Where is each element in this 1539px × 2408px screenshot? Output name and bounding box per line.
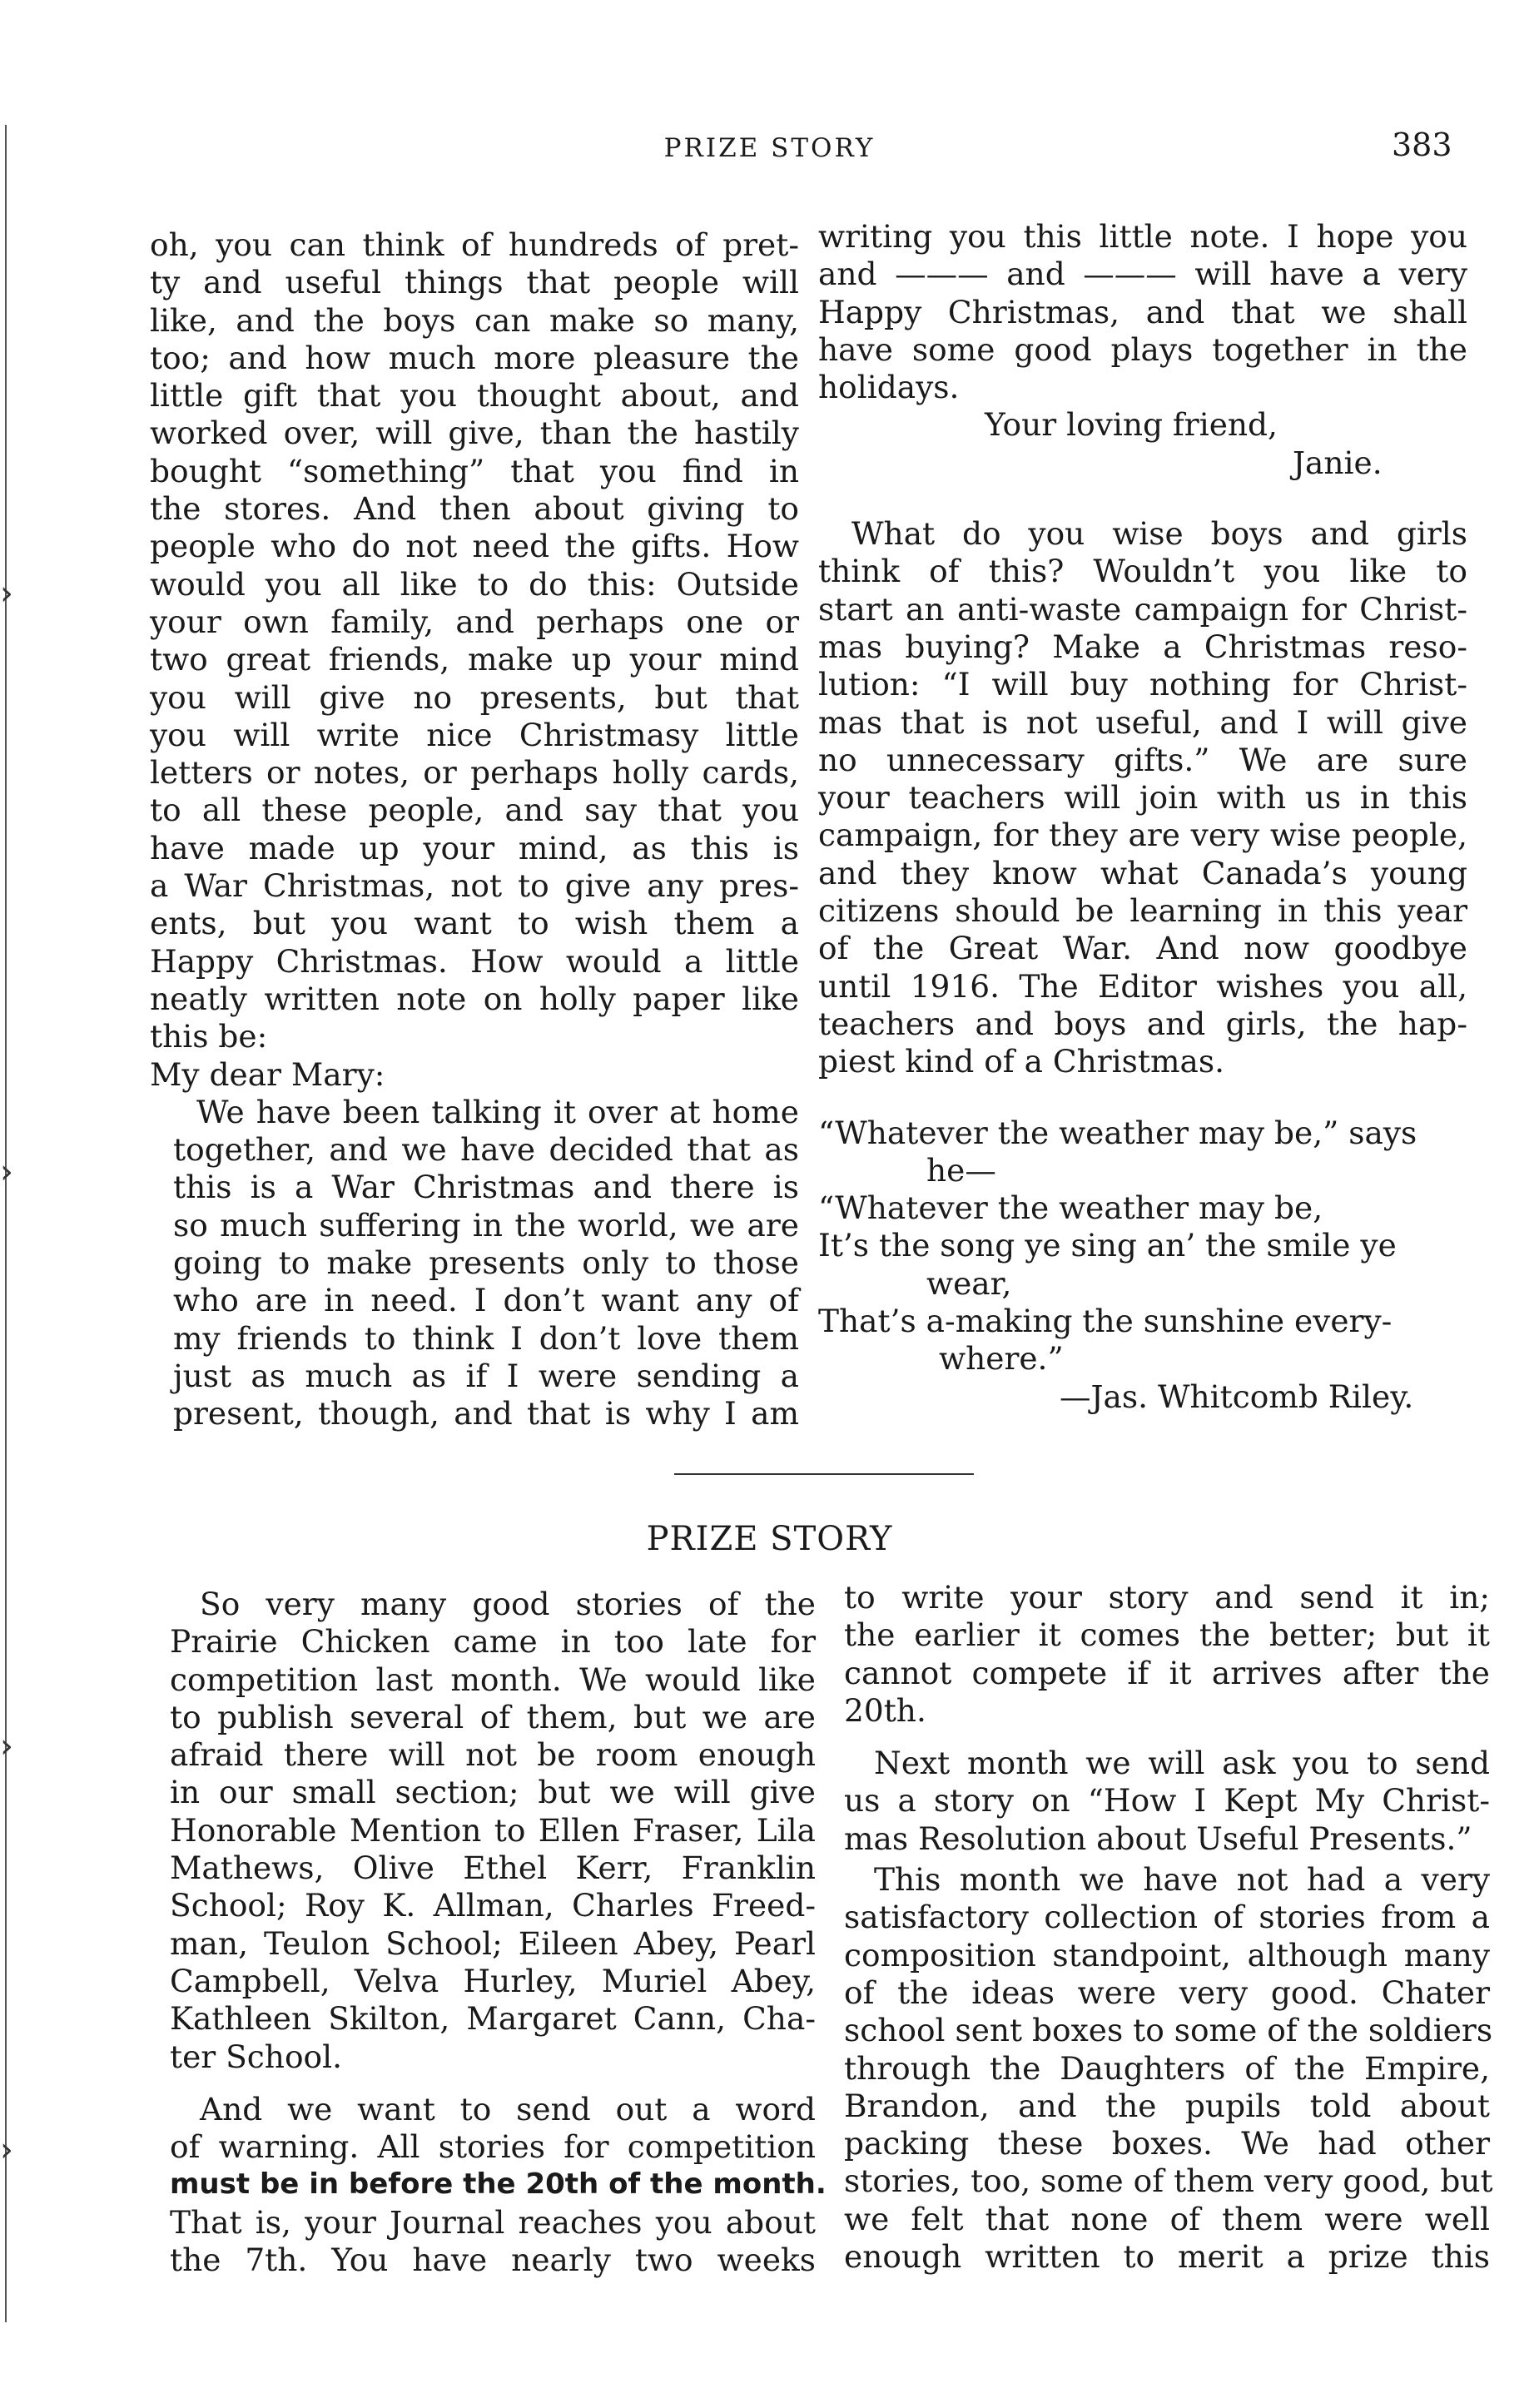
text-line: Campbell, Velva Hurley, Muriel Abey, <box>170 1962 816 1999</box>
binding-mark: › <box>0 574 13 613</box>
text-line: of the ideas were very good. Chater <box>844 1974 1490 2011</box>
text-line: my friends to think I don’t love them <box>173 1319 799 1357</box>
text-line: packing these boxes. We had other <box>844 2125 1490 2162</box>
text-line: think of this? Wouldn’t you like to <box>818 553 1467 590</box>
section-divider <box>674 1473 974 1475</box>
warning-paragraph <box>170 2090 827 2279</box>
text-line: just as much as if I were sending a <box>173 1357 799 1394</box>
text-line: bought “something” that you find in <box>150 452 799 489</box>
text-line: to all these people, and say that you <box>150 792 799 829</box>
text-line: oh, you can think of hundreds of pret- <box>150 226 799 263</box>
text-line: writing you this little note. I hope you <box>818 218 1467 255</box>
text-line: have some good plays together in the <box>818 330 1467 368</box>
text-line: Next month we will ask you to send <box>874 1745 1490 1782</box>
text-line: Kathleen Skilton, Margaret Cann, Cha- <box>170 2000 816 2038</box>
text-line: That is, your Journal reaches you about <box>170 2203 816 2241</box>
deadline-paragraph <box>844 1579 1490 1730</box>
text-line: campaign, for they are very wise people, <box>818 817 1467 854</box>
text-line: Happy Christmas, and that we shall <box>818 293 1467 330</box>
text-line: a War Christmas, not to give any pres- <box>150 867 799 905</box>
text-line: of warning. All stories for competition <box>170 2128 816 2166</box>
text-line: so much suffering in the world, we are <box>173 1206 799 1244</box>
text-line: in our small section; but we will give <box>170 1774 816 1811</box>
text-line: And we want to send out a word <box>200 2090 816 2127</box>
running-head: PRIZE STORY <box>663 133 876 163</box>
text-line: We have been talking it over at home <box>196 1093 799 1130</box>
text-line: Happy Christmas. How would a little <box>150 942 799 980</box>
text-line: to write your story and send it in; <box>844 1579 1490 1616</box>
text-line: teachers and boys and girls, the hap- <box>818 1005 1467 1042</box>
text-line: through the Daughters of the Empire, <box>844 2049 1490 2087</box>
text-line: satisfactory collection of stories from a <box>844 1899 1490 1936</box>
text-line: until 1916. The Editor wishes you all, <box>818 967 1467 1005</box>
text-line: people who do not need the gifts. How <box>150 528 799 565</box>
text-line: citizens should be learning in this year <box>818 892 1467 930</box>
text-line: this is a War Christmas and there is <box>173 1169 799 1206</box>
text-line: would you all like to do this: Outside <box>150 565 799 603</box>
text-line: start an anti-waste campaign for Christ- <box>818 590 1467 628</box>
prize-story-right-column <box>844 1579 1493 2276</box>
text-line: mas Resolution about Useful Presents.” <box>844 1820 1472 1857</box>
text-line: little gift that you thought about, and <box>150 377 799 415</box>
text-line: the earlier it comes the better; but it <box>844 1616 1490 1654</box>
letter-closing: Your loving friend, <box>985 406 1278 444</box>
text-line: this be: <box>150 1018 268 1055</box>
honorable-mention-paragraph <box>170 1586 816 2076</box>
text-line: lution: “I will buy nothing for Christ- <box>818 666 1467 703</box>
text-line: we felt that none of them were well <box>844 2200 1490 2237</box>
page-number: 383 <box>1392 127 1452 163</box>
text-line: you will write nice Christmasy little <box>150 716 799 753</box>
text-line: piest kind of a Christmas. <box>818 1043 1225 1080</box>
text-line: composition standpoint, although many <box>844 1936 1490 1974</box>
left-column <box>150 226 799 1433</box>
text-line: two great friends, make up your mind <box>150 641 799 678</box>
text-line: and they know what Canada’s young <box>818 854 1467 891</box>
letter-continuation <box>818 218 1467 406</box>
text-line: ty and useful things that people will <box>150 264 799 301</box>
text-line: So very many good stories of the <box>200 1586 816 1622</box>
text-line: of the Great War. And now goodbye <box>818 930 1467 967</box>
poem-attribution: —Jas. Whitcomb Riley. <box>1060 1378 1414 1415</box>
continued-paragraph <box>150 226 799 1056</box>
text-line: the 7th. You have nearly two weeks <box>170 2242 816 2279</box>
text-line: mas buying? Make a Christmas reso- <box>818 628 1467 665</box>
text-line: who are in need. I don’t want any of <box>173 1282 799 1319</box>
text-line: you will give no presents, but that <box>150 678 799 716</box>
binding-mark: › <box>0 1153 13 1191</box>
poem-quote <box>818 1115 1467 1416</box>
text-line: letters or notes, or perhaps holly cards, <box>150 754 799 792</box>
section-title: PRIZE STORY <box>646 1520 893 1558</box>
text-line: to publish several of them, but we are <box>170 1698 816 1735</box>
editor-paragraph <box>818 515 1467 1080</box>
poem-line: That’s a-making the sunshine every- <box>818 1303 1393 1340</box>
text-line: 20th. <box>844 1691 926 1729</box>
text-line: and ——— and ——— will have a very <box>818 256 1467 293</box>
text-line: school sent boxes to some of the soldiers <box>844 2012 1493 2049</box>
text-line: Honorable Mention to Ellen Fraser, Lila <box>170 1811 816 1849</box>
text-line: Mathews, Olive Ethel Kerr, Franklin <box>170 1849 816 1887</box>
text-line: the stores. And then about giving to <box>150 490 799 528</box>
text-line: Prairie Chicken came in too late for <box>170 1623 816 1661</box>
text-line: together, and we have decided that as <box>173 1131 799 1169</box>
text-line: competition last month. We would like <box>170 1661 816 1698</box>
text-line: ter School. <box>170 2038 343 2075</box>
text-line: mas that is not useful, and I will give <box>818 703 1467 741</box>
text-line: no unnecessary gifts.” We are sure <box>818 741 1467 778</box>
text-line: going to make presents only to those <box>173 1244 799 1282</box>
text-line: worked over, will give, than the hastily <box>150 415 799 452</box>
text-line: like, and the boys can make so many, <box>150 301 799 339</box>
text-line: us a story on “How I Kept My Christ- <box>844 1782 1490 1820</box>
letter-body <box>150 1094 799 1433</box>
poem-line: “Whatever the weather may be,” says <box>818 1114 1417 1151</box>
text-line: afraid there will not be room enough <box>170 1736 816 1774</box>
text-line: your teachers will join with us in this <box>818 779 1467 817</box>
text-line: present, though, and that is why I am <box>173 1395 799 1432</box>
text-line: your own family, and perhaps one or <box>150 603 799 640</box>
text-line: Brandon, and the pupils told about <box>844 2087 1490 2124</box>
text-line: neatly written note on holly paper like <box>150 980 799 1017</box>
letter-salutation: My dear Mary: <box>150 1055 385 1093</box>
page-binding-edge <box>5 125 10 2322</box>
text-line: What do you wise boys and girls <box>851 515 1467 553</box>
text-line: man, Teulon School; Eileen Abey, Pearl <box>170 1924 816 1962</box>
text-line: cannot compete if it arrives after the <box>844 1654 1490 1691</box>
this-month-paragraph <box>844 1861 1493 2276</box>
text-line: have made up your mind, as this is <box>150 829 799 866</box>
prize-story-left-column <box>170 1586 827 2279</box>
poem-line: wear, <box>926 1264 1012 1302</box>
poem-line: he— <box>926 1151 996 1189</box>
binding-mark: › <box>0 2131 13 2169</box>
next-month-paragraph <box>844 1745 1490 1858</box>
text-line: stories, too, some of them very good, but <box>844 2162 1493 2200</box>
text-line: This month we have not had a very <box>874 1861 1490 1899</box>
right-column <box>818 218 1467 1416</box>
poem-line: It’s the song ye sing an’ the smile ye <box>818 1227 1397 1264</box>
text-line: ents, but you want to wish them a <box>150 905 799 942</box>
text-line: enough written to merit a prize this <box>844 2238 1490 2276</box>
text-line: too; and how much more pleasure the <box>150 339 799 376</box>
poem-line: “Whatever the weather may be, <box>818 1189 1323 1227</box>
text-line: holidays. <box>818 369 960 406</box>
text-line: School; Roy K. Allman, Charles Freed- <box>170 1887 816 1924</box>
poem-line: where.” <box>939 1340 1064 1378</box>
binding-mark: › <box>0 1727 13 1765</box>
emphasized-deadline: must be in before the 20th of the month. <box>170 2167 827 2202</box>
letter-signature: Janie. <box>1293 444 1383 481</box>
